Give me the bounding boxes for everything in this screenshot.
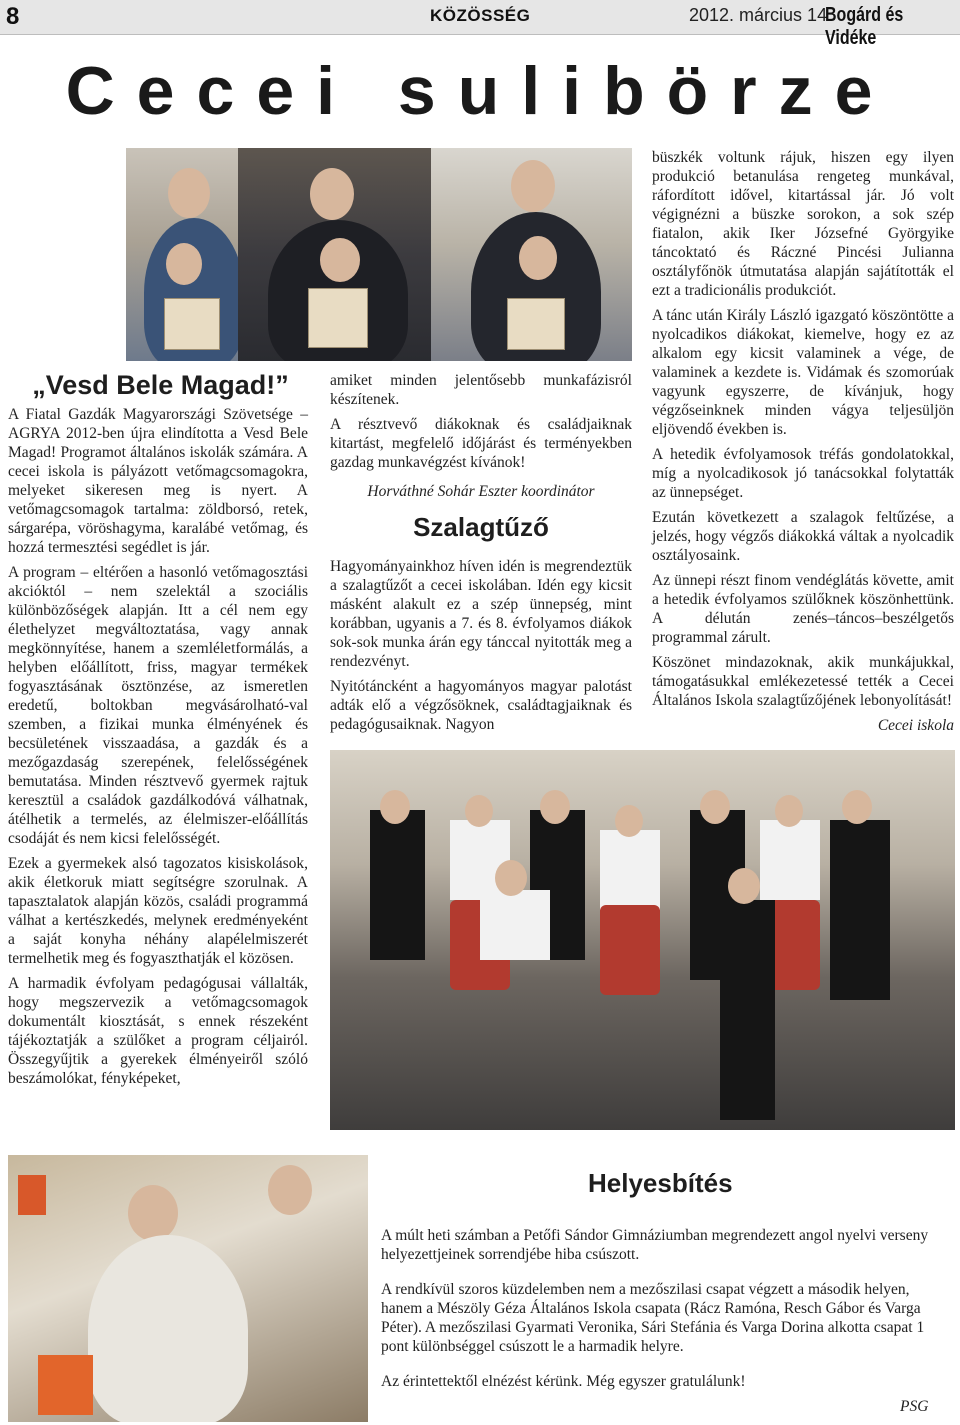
szalag-continued (652, 148, 954, 741)
szalag-paragraph: A hetedik évfolyamosok tréfás gondolatokkal, míg a nyolcadikosok jó tanácsokkal folytatták az ünnepséget. (652, 446, 954, 501)
section-name: KÖZÖSSÉG (430, 6, 531, 25)
page-number: 8 (6, 3, 20, 30)
helyes-paragraph: Az érintettektől elnézést kérünk. Még egyszer gratulálunk! (381, 1373, 746, 1390)
helyes-heading: Helyesbítés (588, 1168, 733, 1198)
szalag-paragraph: büszkék voltunk rájuk, hiszen egy ilyen produkció betanulása rengeteg munkával, ráfordított idővel, kitartással jár. Jó volt végignézni a büszke sorokon, a sok szép fiatalon, akik Iker Józsefné Györgyike táncoktató és Ráczné Pincési Julianna osztályfőnök útmutatása alapján sajátították el ezt a tradicionális produkciót. (652, 149, 954, 299)
szalag-paragraph: A tánc után Király László igazgató köszöntötte a nyolcadikos diákokat, kiemelve, hogy ez az alkalom egy kicsit valaminek a vége, de valaminek a kezdete is. Vidámak és szomorúak vagyunk egyszerre, de kívánjuk, hogy végzőseinknek minden vágya teljesüljön eljövendő években is. (652, 307, 954, 438)
szalag-paragraph: Nyitótáncként a hagyományos magyar palotást adták elő a végzősöknek, családtagjaiknak és pedagógusaiknak. Nagyon (330, 678, 632, 733)
szalag-heading: Szalagtűző (413, 512, 549, 542)
vesd-continued (330, 371, 632, 507)
newspaper-name: Bogárd és Vidéke (825, 4, 904, 49)
vesd-paragraph: A program – eltérően a hasonló vetőmagosztási akcióktól – nem szelektál a szociális különbözőségek alapján. Itt a cél nem egy élethelyzet megváltoztatása, vagy annak megkönnyítése, hanem a szemléletformálás, a helyben előállított, friss, magyar termékek fogyasztásának ösztönzése, az ismeretlen eredetű, boltokban megvásárolható-val szemben, a fizikai munka élményének és becsületének visszaadása, a gazdák és a mezőgazdaság szerepének, felelősségének bemutatása. Minden résztvevő gyermek rajtuk keresztül a családok gazdálkodóvá válhatnak, átélhetik a termelés, az élelmiszer-előállítás csodáját és nem kicsi felelősségét. (8, 564, 308, 847)
helyes-paragraph: A múlt heti számban a Petőfi Sándor Gimnáziumban megrendezett angol nyelvi verseny helyezettjeinek sorrendjébe hiba csúszott. (381, 1227, 929, 1263)
page-title: Cecei sulibörze (65, 53, 895, 129)
vesd-paragraph: A harmadik évfolyam pedagógusai vállalták, hogy megszervezik a vetőmagcsomagok dokumentált kiosztását, s ennek részeként tájékoztatják a szülőket a program céljairól. Összegyűjtik a gyerekek élményeiről szóló beszámolókat, fényképeket, (8, 975, 308, 1087)
vesd-paragraph: A Fiatal Gazdák Magyarországi Szövetsége – AGRYA 2012-ben újra elindította a Vesd Bele Magad! Programot általános iskolák számára. A cecei iskola is pályázott vetőmagcsomagokra, melyeket sikeresen meg is nyert. A vetőmagcsomagok tartalma: zöldborsó, retek, sárgarépa, vöröshagyma, karalábé vetőmag, és hozzá termesztési segédlet is jár. (8, 406, 308, 556)
szalag-signature: Cecei iskola (877, 717, 954, 734)
vesd-paragraph: A résztvevő diákoknak és családjaiknak kitartást, megfelelő időjárást és terményekben gazdag munkavégzést kívánok! (330, 416, 632, 471)
photo-dance-group (330, 750, 955, 1130)
vesd-paragraph: amiket minden jelentősebb munkafázisról készítenek. (330, 372, 632, 408)
szalag-paragraph: Ezután következett a szalagok feltűzése, a jelzés, hogy végzős diákokká váltak a nyolcadik osztályosaink. (652, 509, 954, 564)
helyes-paragraph: A rendkívül szoros küzdelemben nem a mezőszilasi csapat végzett a második helyen, hanem a Mészöly Géza Általános Iskola csapata (Rácz Ramóna, Resch Gábor és Varga Péter). A mezőszilasi Gyarmati Veronika, Sári Stefánia és Varga Dorina alkotta csapat 1 pont különbséggel csúszott le a harmadik helyre. (381, 1281, 925, 1355)
szalag-article (330, 557, 632, 740)
szalag-paragraph: Az ünnepi részt finom vendéglátás követte, amit a hetedik évfolyamos szülőknek köszönhettünk. A délután zenés–táncos–beszélgetős programmal zárult. (652, 572, 954, 646)
vesd-article (8, 405, 308, 1094)
photo-teacher-and-girl (431, 148, 632, 361)
vesd-heading: „Vesd Bele Magad!” (32, 370, 289, 400)
helyes-article (381, 1226, 947, 1397)
helyes-signature: PSG (900, 1398, 929, 1415)
vesd-paragraph: Ezek a gyermekek alsó tagozatos kisiskolások, akik életkoruk miatt segítségre szorulnak. A tapasztalatok alapján közös, családi programmá válhat a kertészkedés, melynek eredményeként a saját konyha néhány alapélelmiszerét termelhetik meg és fogyaszthatják el közösen. (8, 855, 308, 967)
photo-exam-students (8, 1155, 368, 1422)
issue-date: 2012. március 14. (689, 5, 833, 25)
vesd-signature: Horváthné Sohár Eszter koordinátor (367, 483, 595, 500)
photo-teacher-and-child (238, 148, 431, 361)
szalag-paragraph: Köszönet mindazoknak, akik munkájukkal, támogatásukkal emlékezetessé tették a Cecei Általános Iskola szalagtűzőjének lebonyolítását! (652, 654, 954, 709)
szalag-paragraph: Hagyományainkhoz híven idén is megrendeztük a szalagtűzőt a cecei iskolában. Idén egy kicsit másként alakult ez a szép ünnepség, mint korábban, ugyanis a 7. és 8. évfolyamos diákok sok-sok munka árán egy tánccal nyitották meg a rendezvényt. (330, 558, 632, 670)
